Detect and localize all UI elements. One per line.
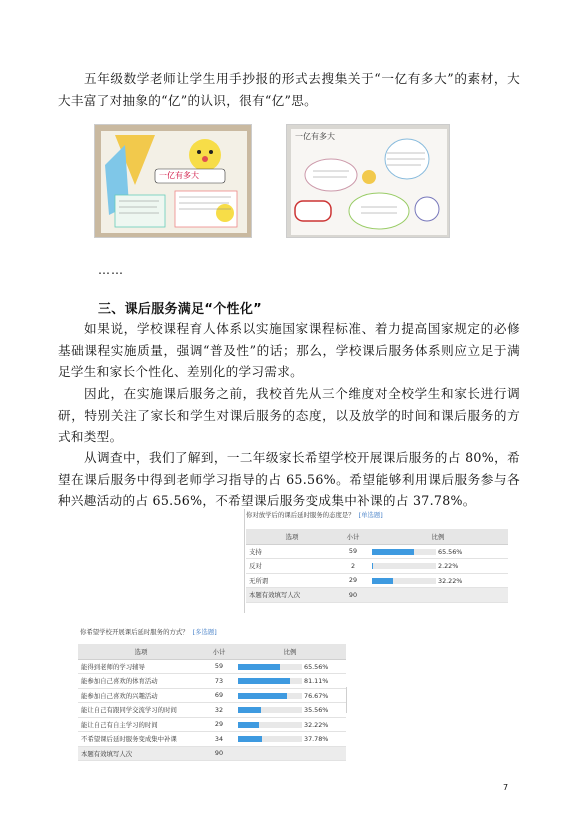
ratio-bar-fill: [238, 736, 262, 742]
ratio-bar-track: [238, 664, 302, 670]
ratio-bar-fill: [238, 664, 280, 670]
table-row: [246, 559, 508, 574]
table-row: [78, 688, 346, 703]
ratio-bar-track: [238, 678, 302, 684]
table-row: [246, 573, 508, 588]
option-count: 59: [204, 659, 234, 674]
option-count: 69: [204, 688, 234, 703]
table-row: [78, 703, 346, 718]
header-ratio: 比例: [368, 529, 508, 544]
option-label: 能参加自己喜欢的体育活动: [78, 674, 204, 689]
ratio-bar-fill: [238, 722, 259, 728]
poster-left-title: 一亿有多大: [159, 171, 199, 180]
ratio-percent: 2.22%: [438, 562, 459, 570]
table-row: [246, 544, 508, 559]
ratio-bar-fill: [372, 563, 373, 569]
header-option: 选项: [246, 529, 338, 544]
option-ratio: [368, 573, 508, 588]
ratio-bar-fill: [238, 678, 290, 684]
option-ratio: [234, 717, 346, 732]
option-count: 73: [204, 674, 234, 689]
option-count: 2: [338, 559, 368, 574]
option-label: 不希望课后延时服务变成集中补课: [78, 732, 204, 747]
survey-question: 你对放学后的课后延时服务的态度是？ [单选题]: [246, 511, 383, 519]
option-label: 反对: [246, 559, 338, 574]
option-label: 支持: [246, 544, 338, 559]
paragraph-2: 因此，在实施课后服务之前，我校首先从三个维度对全校学生和家长进行调研，特别关注了家长和学生对课后服务的态度，以及放学的时间和课后服务的方式和类型。: [58, 386, 520, 444]
survey-border: [244, 509, 245, 613]
table-row: [78, 732, 346, 747]
ratio-percent: 65.56%: [438, 547, 463, 556]
option-ratio: [368, 559, 508, 574]
option-ratio: [234, 674, 346, 689]
ratio-percent: 32.22%: [438, 576, 463, 585]
paragraph-3: 从调查中，我们了解到，一二年级家长希望学校开展课后服务的占 80%，希望在课后服务中得到老师学习指导的占 65.56%。希望能够利用课后服务参与各种兴趣活动的占 65.56%，不希望课后服务变成集中补课的占 37.78%。: [58, 450, 520, 508]
total-label: 本题有效填写人次: [246, 588, 338, 603]
total-ratio: [234, 746, 346, 761]
question-type-tag: [单选题]: [358, 511, 383, 519]
ratio-percent: 37.78%: [304, 735, 329, 743]
option-label: 能参加自己喜欢的兴趣活动: [78, 688, 204, 703]
survey-question: 你希望学校开展课后延时服务的方式？ [多选题]: [80, 628, 217, 636]
ratio-bar-track: [372, 563, 436, 569]
survey-table: [246, 529, 508, 603]
ratio-percent: 35.56%: [304, 706, 329, 714]
header-count: 小计: [338, 529, 368, 544]
ratio-bar-fill: [372, 549, 414, 555]
ratio-bar-track: [238, 722, 302, 728]
option-count: 29: [204, 717, 234, 732]
ratio-bar-track: [238, 707, 302, 713]
ratio-percent: 81.11%: [304, 677, 329, 685]
ratio-bar-fill: [238, 693, 287, 699]
table-row: [78, 674, 346, 689]
option-count: 59: [338, 544, 368, 559]
table-row: [78, 717, 346, 732]
option-label: 能让自己有自主学习的时间: [78, 717, 204, 732]
option-count: 32: [204, 703, 234, 718]
ratio-bar-fill: [238, 707, 261, 713]
option-count: 34: [204, 732, 234, 747]
option-label: 无所谓: [246, 573, 338, 588]
header-count: 小计: [204, 644, 234, 659]
option-count: 29: [338, 573, 368, 588]
option-label: 能让自己有跟同学交流学习的时间: [78, 703, 204, 718]
header-option: 选项: [78, 644, 204, 659]
ratio-bar-fill: [372, 578, 393, 584]
ratio-percent: 76.67%: [304, 691, 329, 700]
option-ratio: [368, 544, 508, 559]
poster-photo-right: [286, 124, 450, 238]
paragraph-1: 如果说，学校课程育人体系以实施国家课程标准、着力提高国家规定的必修基础课程实施质量，强调“普及性”的话；那么，学校课后服务体系则应立足于满足学生和家长个性化、差别化的学习需求。: [58, 321, 520, 379]
total-count: 90: [204, 746, 234, 761]
poster-photo-left: [94, 124, 252, 238]
option-label: 能得到老师的学习辅导: [78, 659, 204, 674]
page-number: 7: [503, 783, 509, 792]
option-ratio: [234, 659, 346, 674]
option-ratio: [234, 703, 346, 718]
table-row: [78, 659, 346, 674]
ratio-bar-track: [372, 578, 436, 584]
ratio-bar-track: [238, 736, 302, 742]
survey-table: [78, 644, 346, 761]
ratio-bar-track: [372, 549, 436, 555]
option-ratio: [234, 732, 346, 747]
ratio-percent: 65.56%: [304, 662, 329, 671]
intro-paragraph: 五年级数学老师让学生用手抄报的形式去搜集关于“一亿有多大”的素材，大大丰富了对抽象的“亿”的认识，很有“亿”思。: [58, 71, 520, 108]
question-type-tag: [多选题]: [192, 628, 217, 636]
header-ratio: 比例: [234, 644, 346, 659]
total-count: 90: [338, 588, 368, 603]
option-ratio: [234, 688, 346, 703]
total-row: [78, 746, 346, 761]
total-row: [246, 588, 508, 603]
section-heading: 三、课后服务满足“个性化”: [98, 302, 262, 317]
ratio-percent: 32.22%: [304, 720, 329, 729]
poster-right-title: 一亿有多大: [295, 132, 335, 141]
survey-border: [346, 687, 347, 713]
total-ratio: [368, 588, 508, 603]
total-label: 本题有效填写人次: [78, 746, 204, 761]
ratio-bar-track: [238, 693, 302, 699]
ellipsis: ……: [98, 263, 124, 277]
